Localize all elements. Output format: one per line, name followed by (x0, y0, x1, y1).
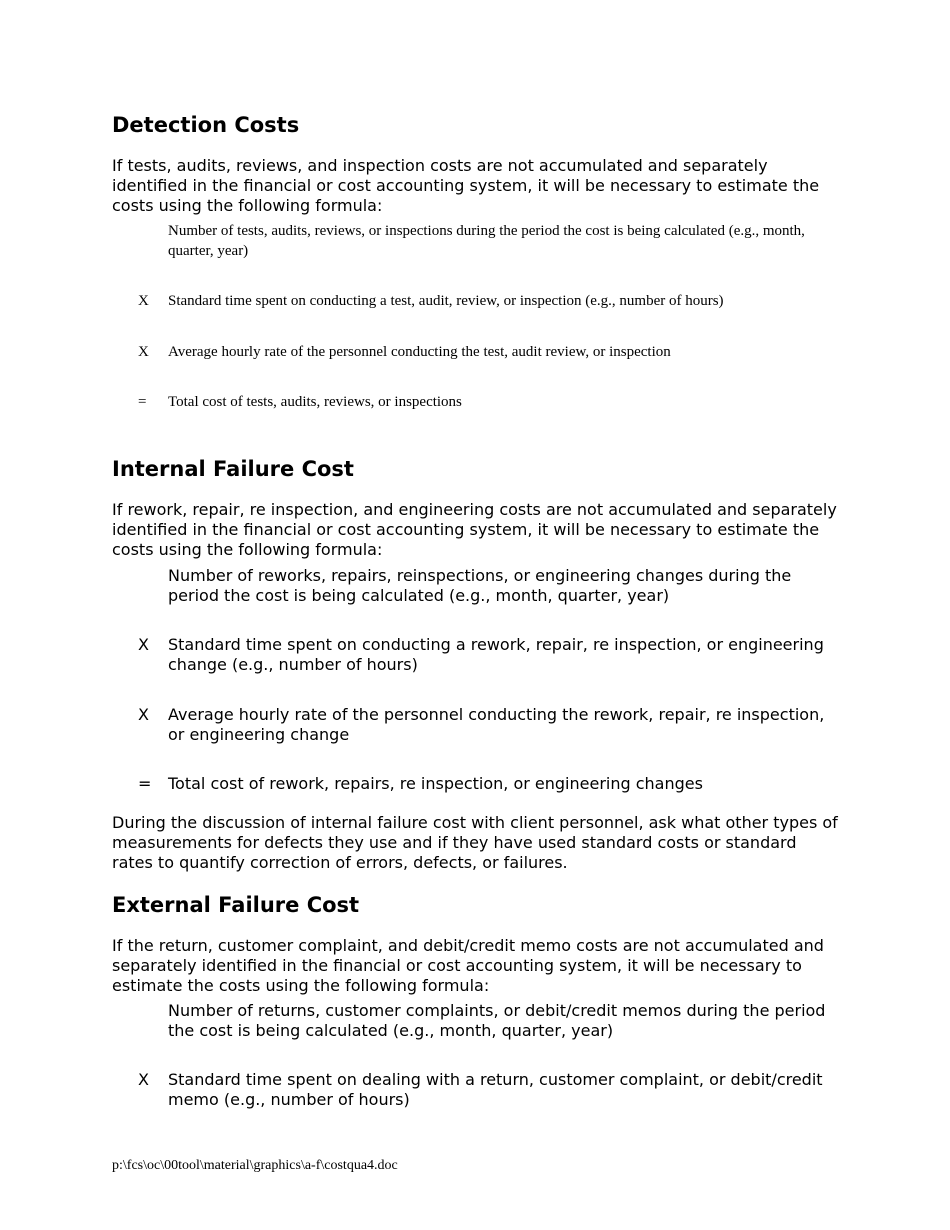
formula-text: Total cost of rework, repairs, re inspection, or engineering changes (168, 774, 703, 793)
formula-text: Standard time spent on conducting a rework, repair, re inspection, or engineering change (e.g., number of hours) (168, 635, 824, 674)
formula-operator: X (138, 344, 149, 360)
formula-operator: X (138, 1070, 149, 1089)
formula-operator: = (138, 394, 147, 410)
formula-text: Average hourly rate of the personnel conducting the rework, repair, re inspection, or engineering change (168, 705, 825, 744)
detection-heading: Detection Costs (112, 113, 300, 137)
formula-operator: X (138, 635, 149, 654)
external-intro: If the return, customer complaint, and debit/credit memo costs are not accumulated and separately identified in the financial or cost accounting system, it will be necessary to estimate the costs using the following formula: (112, 936, 824, 995)
formula-text: Number of tests, audits, reviews, or inspections during the period the cost is being calculated (e.g., month, quarter, year) (168, 223, 805, 259)
formula-text: Number of returns, customer complaints, or debit/credit memos during the period the cost is being calculated (e.g., month, quarter, year) (168, 1001, 826, 1040)
external-heading: External Failure Cost (112, 893, 360, 917)
footer-file-path: p:\fcs\oc\00tool\material\graphics\a-f\costqua4.doc (112, 1158, 398, 1173)
formula-operator: X (138, 705, 149, 724)
formula-text: Total cost of tests, audits, reviews, or inspections (168, 394, 462, 410)
formula-text: Number of reworks, repairs, reinspections, or engineering changes during the period the cost is being calculated (e.g., month, quarter, year) (168, 566, 792, 605)
formula-text: Standard time spent on conducting a test, audit, review, or inspection (e.g., number of hours) (168, 293, 724, 309)
detection-intro: If tests, audits, reviews, and inspection costs are not accumulated and separately identified in the financial or cost accounting system, it will be necessary to estimate the costs using the following formula: (112, 156, 820, 215)
formula-operator: X (138, 293, 149, 309)
internal-heading: Internal Failure Cost (112, 457, 354, 481)
internal-closing: During the discussion of internal failure cost with client personnel, ask what other types of measurements for defects they use and if they have used standard costs or standard rates to quantify correction of errors, defects, or failures. (112, 813, 838, 872)
internal-intro: If rework, repair, re inspection, and engineering costs are not accumulated and separately identified in the financial or cost accounting system, it will be necessary to estimate the costs using the following formula: (112, 500, 837, 559)
formula-text: Standard time spent on dealing with a return, customer complaint, or debit/credit memo (e.g., number of hours) (168, 1070, 823, 1109)
formula-operator: = (138, 774, 152, 793)
formula-text: Average hourly rate of the personnel conducting the test, audit review, or inspection (168, 344, 671, 360)
